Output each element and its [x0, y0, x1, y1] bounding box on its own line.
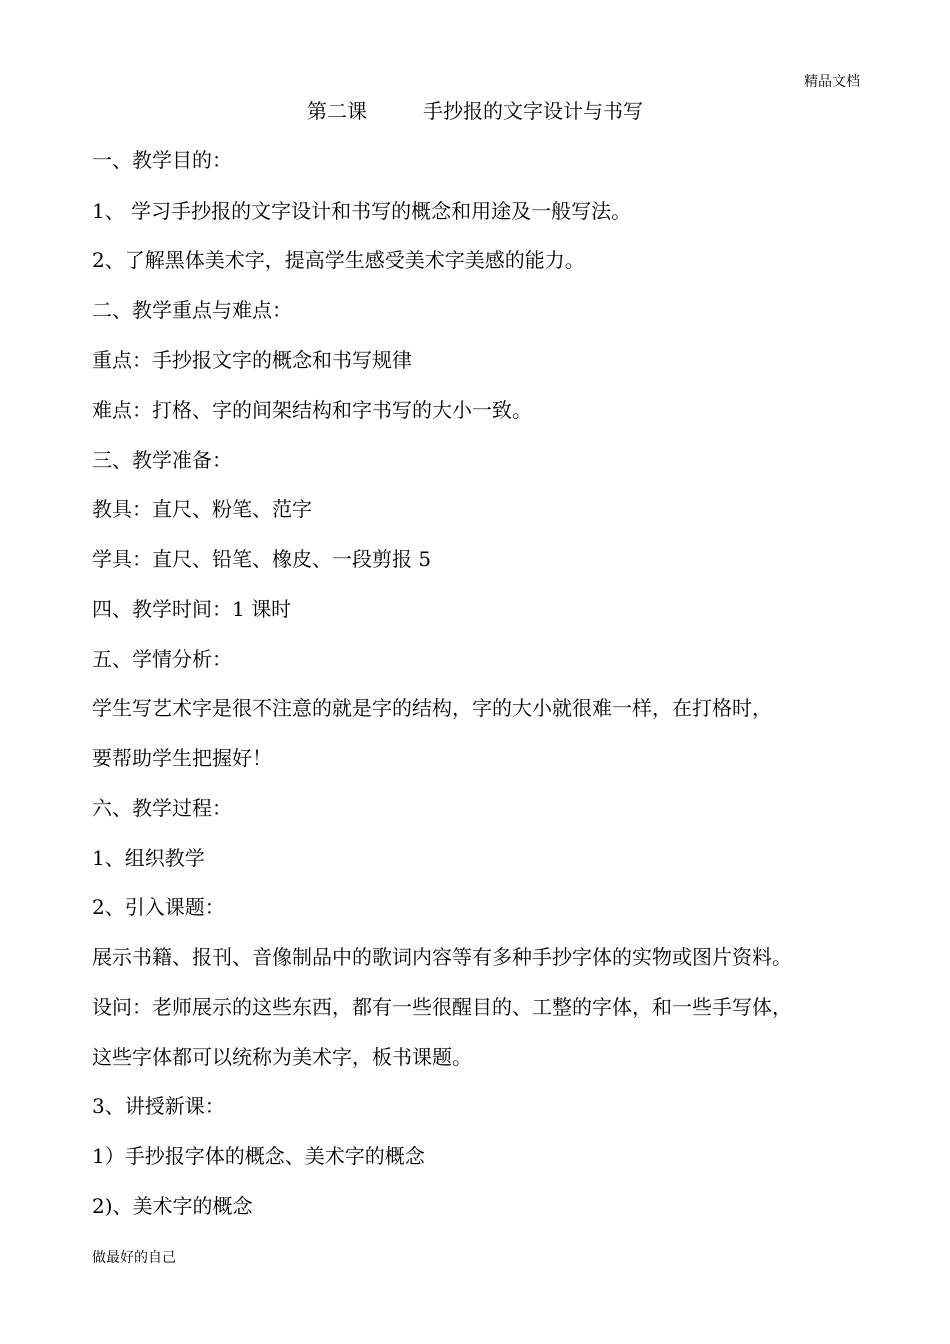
text-line: 1、 学习手抄报的文字设计和书写的概念和用途及一般写法。: [92, 199, 632, 223]
text-line: 学具：直尺、铅笔、橡皮、一段剪报 5: [92, 547, 432, 571]
text-line: 1）手抄报字体的概念、美术字的概念: [92, 1144, 425, 1168]
text-line: 难点：打格、字的间架结构和字书写的大小一致。: [92, 398, 532, 422]
text-line: 六、教学过程：: [92, 796, 232, 820]
lesson-number: 第二课: [307, 99, 367, 123]
text-line: 2、了解黑体美术字，提高学生感受美术字美感的能力。: [92, 248, 585, 272]
text-line: 展示书籍、报刊、音像制品中的歌词内容等有多种手抄字体的实物或图片资料。: [92, 945, 792, 969]
text-line: 二、教学重点与难点：: [92, 298, 292, 322]
text-line: 1、组织教学: [92, 846, 205, 870]
text-line: 学生写艺术字是很不注意的就是字的结构，字的大小就很难一样，在打格时，: [92, 696, 772, 720]
text-line: 设问：老师展示的这些东西，都有一些很醒目的、工整的字体，和一些手写体，: [92, 995, 792, 1019]
text-line: 五、学情分析：: [92, 647, 232, 671]
text-line: 一、教学目的：: [92, 148, 232, 172]
text-line: 教具：直尺、粉笔、范字: [92, 497, 312, 521]
text-line: 重点：手抄报文字的概念和书写规律: [92, 348, 412, 372]
text-line: 2、引入课题：: [92, 895, 225, 919]
text-line: 四、教学时间：1 课时: [92, 597, 292, 621]
text-line: 3、讲授新课：: [92, 1094, 225, 1118]
page-footer-mark: 做最好的自己: [92, 1250, 176, 1266]
text-line: 这些字体都可以统称为美术字，板书课题。: [92, 1045, 472, 1069]
text-line: 2)、美术字的概念: [92, 1194, 253, 1218]
text-line: 三、教学准备：: [92, 448, 232, 472]
page-header-mark: 精品文档: [804, 74, 860, 90]
lesson-topic: 手抄报的文字设计与书写: [423, 99, 643, 123]
page-title: [0, 97, 950, 125]
text-line: 要帮助学生把握好！: [92, 746, 272, 770]
